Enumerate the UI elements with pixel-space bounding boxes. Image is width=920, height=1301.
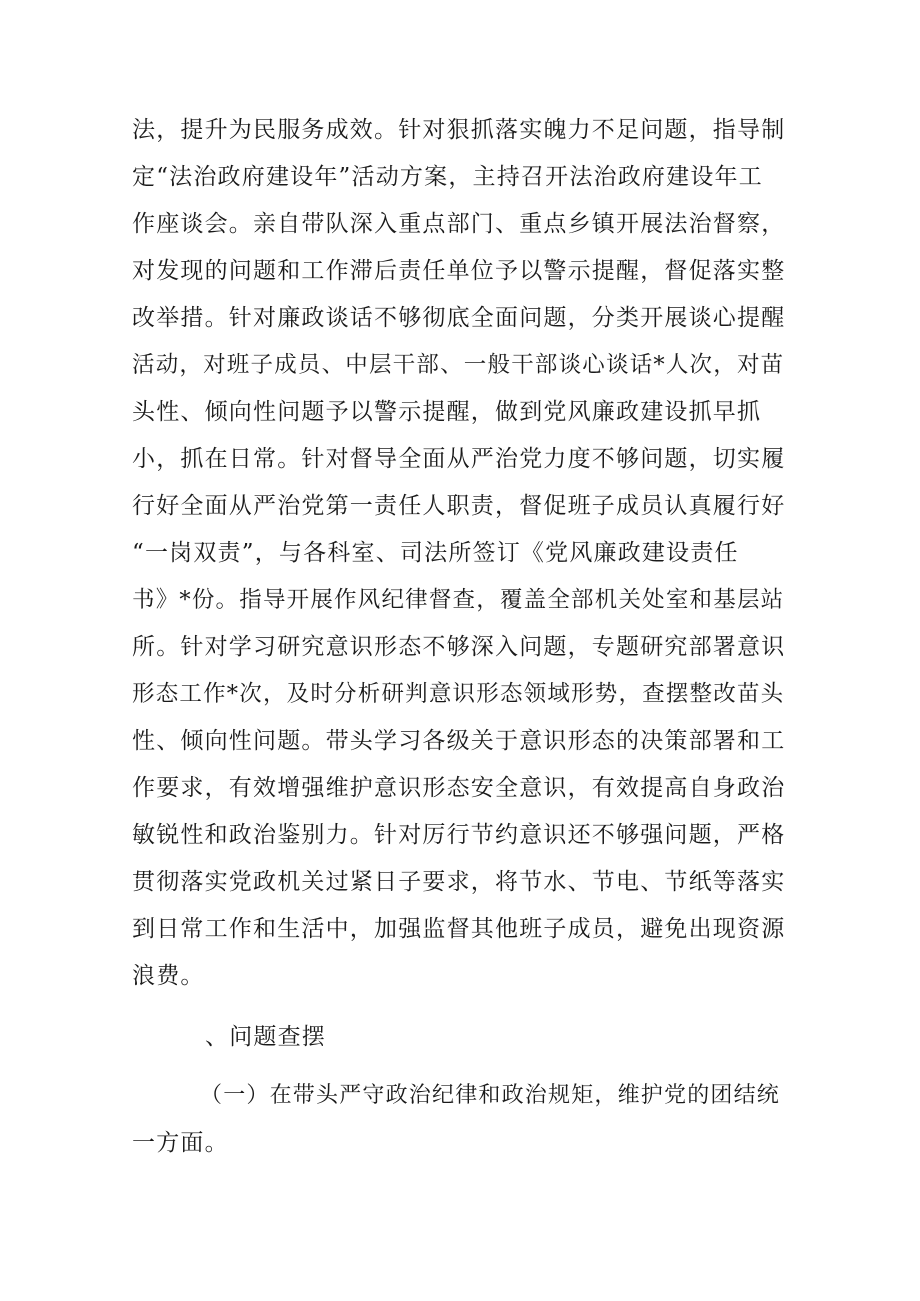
subsection-heading-line: 一方面。: [132, 1130, 229, 1156]
body-line: 法，提升为民服务成效。针对狠抓落实魄力不足问题，指导制: [132, 117, 786, 143]
body-line: 书》*份。指导开展作风纪律督查，覆盖全部机关处室和基层站: [132, 587, 785, 613]
body-line: 小，抓在日常。针对督导全面从严治党力度不够问题，切实履: [132, 446, 786, 472]
body-line: 敏锐性和政治鉴别力。针对厉行节约意识还不够强问题，严格: [132, 822, 786, 848]
body-line: 到日常工作和生活中，加强监督其他班子成员，避免出现资源: [132, 916, 786, 942]
body-line: 作要求，有效增强维护意识形态安全意识，有效提高自身政治: [132, 775, 786, 801]
body-line: 性、倾向性问题。带头学习各级关于意识形态的决策部署和工: [132, 728, 786, 754]
body-line: 形态工作*次，及时分析研判意识形态领域形势，查摆整改苗头: [132, 681, 785, 707]
body-line: 头性、倾向性问题予以警示提醒，做到党风廉政建设抓早抓: [132, 399, 762, 425]
body-line: 贯彻落实党政机关过紧日子要求，将节水、节电、节纸等落实: [132, 869, 786, 895]
body-line: 对发现的问题和工作滞后责任单位予以警示提醒，督促落实整: [132, 258, 786, 284]
body-line: 作座谈会。亲自带队深入重点部门、重点乡镇开展法治督察，: [132, 211, 786, 237]
body-line: 改举措。针对廉政谈话不够彻底全面问题，分类开展谈心提醒: [132, 305, 786, 331]
body-line: 行好全面从严治党第一责任人职责，督促班子成员认真履行好: [132, 493, 786, 519]
body-line: 定“法治政府建设年”活动方案，主持召开法治政府建设年工: [132, 164, 763, 190]
body-line: 浪费。: [132, 963, 205, 989]
section-heading: 、问题查摆: [205, 1024, 326, 1050]
body-line: 活动，对班子成员、中层干部、一般干部谈心谈话*人次，对苗: [132, 352, 785, 378]
subsection-heading-line: （一）在带头严守政治纪律和政治规矩，维护党的团结统: [200, 1083, 781, 1108]
body-line: “一岗双责”，与各科室、司法所签订《党风廉政建设责任: [132, 540, 739, 566]
body-line: 所。针对学习研究意识形态不够深入问题，专题研究部署意识: [132, 634, 786, 660]
